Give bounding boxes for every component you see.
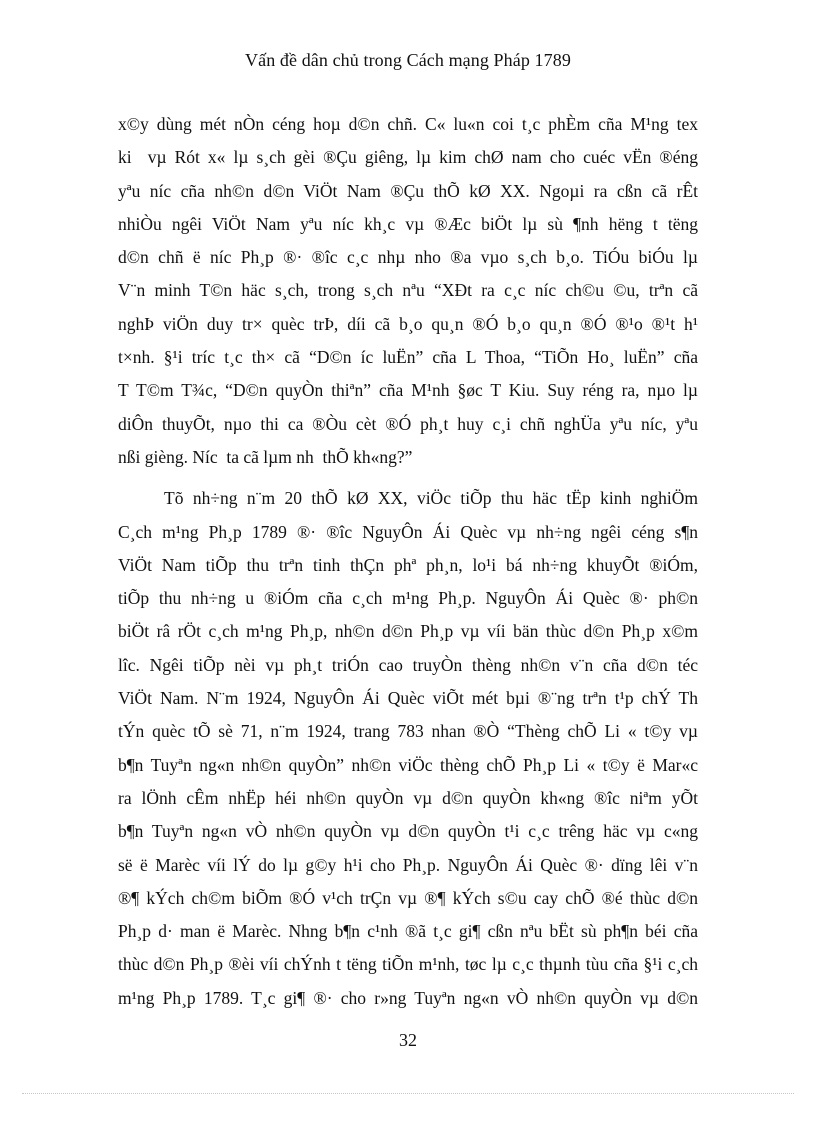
text-line: ®¶ kÝch ch©m biÕm ®Ó v¹ch trÇn vµ ®¶ kÝch s©u cay chÕ ®é thùc d©n — [118, 887, 698, 908]
text-line: së ë Marèc víi lÝ do lµ g©y h¹i cho Ph¸p. NguyÔn Ái Quèc ®· dïng lêi v¨n — [118, 854, 698, 875]
text-line: t×nh. §¹i tríc t¸c th× cã “D©n íc luËn” cña L Thoa, “TiÕn Ho¸ luËn” cña — [118, 347, 698, 368]
page-number: 32 — [399, 1030, 417, 1050]
text-line: Ph¸p d· man ë Marèc. Nhng b¶n c¹nh ®ã t¸c gi¶ cßn nªu bËt sù ph¶n béi cña — [118, 921, 698, 942]
text-line: tiÕp thu nh÷ng u ®iÓm cña c¸ch m¹ng Ph¸p. NguyÔn Ái Quèc ®· ph©n — [118, 588, 698, 609]
text-line: diÔn thuyÕt, nµo thi ca ®Òu cèt ®Ó ph¸t huy c¸i chñ nghÜa yªu níc, yªu — [118, 413, 698, 434]
text-line: thùc d©n Ph¸p ®èi víi chÝnh t tëng tiÕn m¹nh, tøc lµ c¸c thµnh tùu cña §¹i c¸ch — [118, 954, 698, 975]
text-line: V¨n minh T©n häc s¸ch, trong s¸ch nªu “XÐt ra c¸c níc ch©u ©u, trªn cã — [118, 280, 698, 301]
text-line: ViÖt Nam tiÕp thu trªn tinh thÇn phª ph¸n, lo¹i bá nh÷ng khuyÕt ®iÓm, — [118, 554, 698, 575]
text-line: ViÖt Nam. N¨m 1924, NguyÔn Ái Quèc viÕt mét bµi ®¨ng trªn t¹p chÝ Th — [118, 688, 698, 709]
paragraph-1 — [118, 108, 698, 474]
text-line: nhiÒu ngêi ViÖt Nam yªu níc kh¸c vµ ®Æc biÖt lµ sù ¶nh hëng t tëng — [118, 213, 698, 234]
page-bottom-divider — [22, 1093, 794, 1094]
text-line: yªu níc cña nh©n d©n ViÖt Nam ®Çu thÕ kØ XX. Ngoµi ra cßn cã rÊt — [118, 180, 698, 201]
page-header-title: Vấn đề dân chủ trong Cách mạng Pháp 1789 — [245, 50, 571, 70]
text-line: T T©m T¾c, “D©n quyÒn thiªn” cña M¹nh §øc T Kiu. Suy réng ra, nµo lµ — [118, 380, 698, 401]
text-line: Tõ nh÷ng n¨m 20 thÕ kØ XX, viÖc tiÕp thu häc tËp kinh nghiÖm — [164, 488, 698, 509]
text-line: b¶n Tuyªn ng«n vÒ nh©n quyÒn vµ d©n quyÒn t¹i c¸c trêng häc vµ c«ng — [118, 821, 698, 842]
text-line: nghÞ viÖn duy tr× quèc trÞ, díi cã b¸o qu¸n ®Ó b¸o qu¸n ®Ó ®¹o ®¹t h¹ — [118, 313, 698, 334]
text-line: tÝn quèc tÕ sè 71, n¨m 1924, trang 783 nhan ®Ò “Thèng chÕ Li « t©y vµ — [118, 721, 698, 742]
text-line: biÖt râ rÖt c¸ch m¹ng Ph¸p, nh©n d©n Ph¸p vµ víi bän thùc d©n Ph¸p x©m — [118, 621, 698, 642]
text-line: m¹ng Ph¸p 1789. T¸c gi¶ ®· cho r»ng Tuyªn ng«n vÒ nh©n quyÒn vµ d©n — [118, 987, 698, 1008]
text-line: lîc. Ngêi tiÕp nèi vµ ph¸t triÓn cao truyÒn thèng nh©n v¨n cña d©n téc — [118, 654, 698, 675]
paragraph-2 — [118, 482, 698, 1015]
body-text — [118, 108, 698, 1015]
text-line: C¸ch m¹ng Ph¸p 1789 ®· ®îc NguyÔn Ái Quèc vµ nh÷ng ngêi céng s¶n — [118, 521, 698, 542]
text-line: ki vµ Rót x« lµ s¸ch gèi ®Çu giêng, lµ kim chØ nam cho cuéc vËn ®éng — [118, 147, 698, 168]
text-line: ra lÖnh cÊm nhËp héi nh©n quyÒn vµ d©n quyÒn kh«ng ®îc niªm yÕt — [118, 787, 698, 808]
text-line: x©y dùng mét nÒn céng hoµ d©n chñ. C« lu«n coi t¸c phÈm cña M¹ng tex — [118, 114, 698, 134]
text-line: nßi gièng. Níc ta cã lµm nh thÕ kh«ng?” — [118, 446, 413, 467]
text-line: b¶n Tuyªn ng«n nh©n quyÒn” nh©n viÖc thèng chÕ Ph¸p Li « t©y ë Mar«c — [118, 754, 698, 775]
text-line: d©n chñ ë níc Ph¸p ®· ®îc c¸c nhµ nho ®a vµo s¸ch b¸o. TiÓu biÓu lµ — [118, 247, 698, 268]
